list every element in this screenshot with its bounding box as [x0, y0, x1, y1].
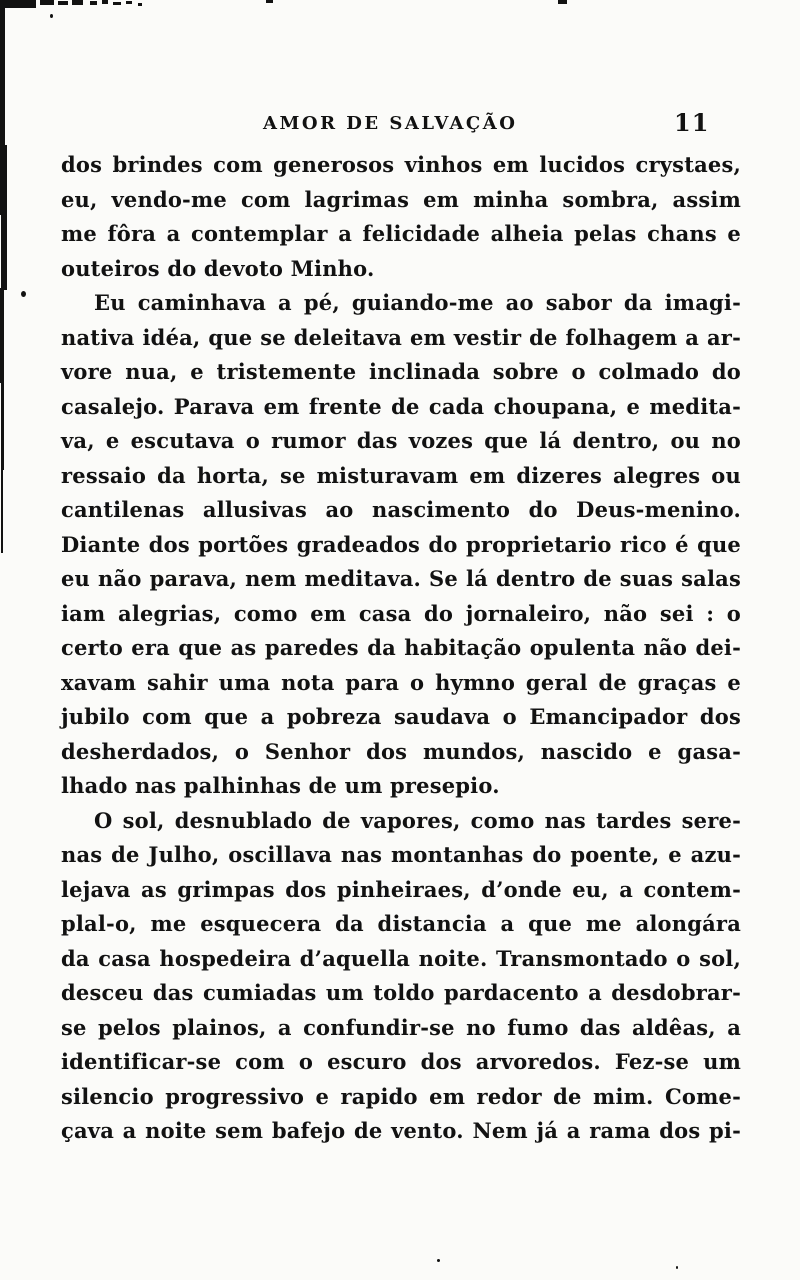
text-line: cantilenas allusivas ao nascimento do Deus-menino.: [61, 497, 741, 522]
text-line: da casa hospedeira d’aquella noite. Transmontado o sol,: [61, 945, 741, 971]
text-line: Eu caminhava a pé, guiando-me ao sabor da imagi-: [94, 290, 741, 315]
scan-artifact-top-dash: [266, 0, 273, 3]
text-line: nativa idéa, que se deleitava em vestir de folhagem a ar-: [61, 324, 741, 350]
paragraph-3: [61, 804, 741, 1149]
scan-artifact-speck: [50, 14, 53, 18]
text-line: eu, vendo-me com lagrimas em minha sombra, assim: [61, 186, 741, 212]
text-line: jubilo com que a pobreza saudava o Emancipador dos: [61, 704, 741, 729]
text-line: O sol, desnublado de vapores, como nas tardes sere-: [94, 807, 741, 833]
page-number: 11: [674, 108, 710, 137]
text-line: casalejo. Parava em frente de cada choupana, e medita-: [61, 393, 741, 419]
text-line: identificar-se com o escuro dos arvoredos. Fez-se um: [61, 1049, 741, 1074]
text-line: desherdados, o Senhor dos mundos, nascido e gasa-: [61, 738, 741, 764]
text-line: me fôra a contemplar a felicidade alheia pelas chans e: [61, 221, 741, 246]
text-line: Diante dos portões gradeados do proprietario rico é que: [61, 531, 741, 557]
scan-artifact-left-edge: [1, 468, 3, 553]
scan-artifact-top-dash: [40, 0, 54, 5]
scan-artifact-dot: [21, 291, 26, 297]
scan-artifact-speck: [676, 1266, 678, 1269]
text-line: xavam sahir uma nota para o hymno geral de graças e: [61, 669, 741, 695]
scan-artifact-left-edge: [0, 288, 4, 383]
text-line: nas de Julho, oscillava nas montanhas do poente, e azu-: [61, 842, 741, 867]
scan-artifact-top-dash: [58, 1, 68, 5]
scan-artifact-speck: [437, 1259, 440, 1262]
running-title: AMOR DE SALVAÇÃO: [263, 113, 518, 134]
scan-artifact-top-dash: [113, 2, 121, 5]
scan-artifact-top-dash: [138, 3, 142, 6]
text-line: eu não parava, nem meditava. Se lá dentro de suas salas: [61, 566, 741, 591]
scan-artifact-top-dash: [72, 0, 83, 5]
scan-artifact-left-edge: [0, 145, 7, 215]
text-line: outeiros do devoto Minho.: [61, 255, 375, 281]
scan-artifact-top-dash: [126, 1, 132, 4]
text-line: vore nua, e tristemente inclinada sobre o colmado do: [61, 359, 741, 384]
scan-artifact-top-dash: [90, 1, 97, 5]
paragraph-1: [61, 148, 741, 286]
text-line: desceu das cumiadas um toldo pardacento a desdobrar-: [61, 980, 741, 1005]
text-line: se pelos plainos, a confundir-se no fumo das aldêas, a: [61, 1014, 741, 1040]
text-line: plal-o, me esquecera da distancia a que me alongára: [61, 911, 741, 936]
scan-artifact-top-dash: [102, 0, 108, 4]
paragraph-2: [61, 286, 741, 804]
text-line: silencio progressivo e rapido em redor de mim. Come-: [61, 1083, 741, 1109]
scan-artifact-top-dash: [558, 0, 567, 4]
text-line: dos brindes com generosos vinhos em lucidos crystaes,: [61, 152, 741, 177]
body-text: [61, 148, 741, 1149]
text-line: certo era que as paredes da habitação opulenta não dei-: [61, 635, 741, 660]
text-line: ressaio da horta, se misturavam em dizeres alegres ou: [61, 462, 741, 488]
text-line: çava a noite sem bafejo de vento. Nem já a rama dos pi-: [61, 1118, 741, 1143]
text-line: iam alegrias, como em casa do jornaleiro, não sei : o: [61, 600, 741, 626]
scan-artifact-left-edge: [1, 380, 4, 470]
scan-artifact-left-edge: [1, 212, 7, 290]
scan-artifact-top-left-blob: [0, 0, 36, 8]
page-header: [0, 108, 800, 142]
text-line: lhado nas palhinhas de um presepio.: [61, 773, 500, 798]
text-line: va, e escutava o rumor das vozes que lá dentro, ou no: [61, 428, 741, 453]
text-line: lejava as grimpas dos pinheiraes, d’onde eu, a contem-: [61, 876, 741, 902]
